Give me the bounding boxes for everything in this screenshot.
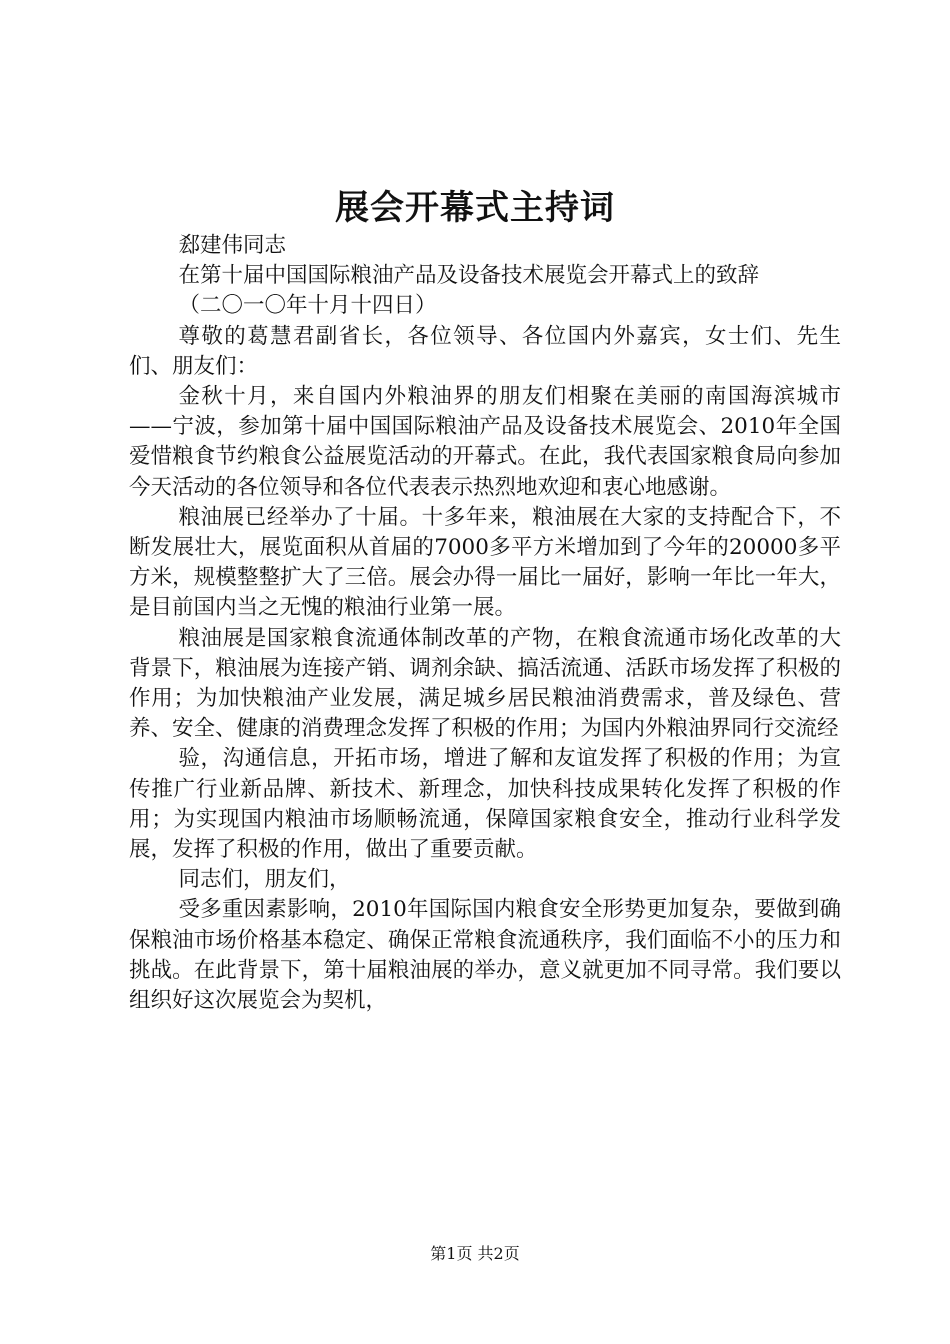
paragraph-body: 粮油展已经举办了十届。十多年来，粮油展在大家的支持配合下，不断发展壮大，展览面积从首届的7000多平方米增加到了今年的20000多平方米，规模整整扩大了三倍。展会办得一届比一届好，影响一年比一年大，是目前国内当之无愧的粮油行业第一展。 bbox=[129, 504, 841, 621]
paragraph-speech-title: 在第十届中国国际粮油产品及设备技术展览会开幕式上的致辞 bbox=[178, 263, 759, 289]
paragraph-speaker: 郄建伟同志 bbox=[178, 233, 286, 258]
paragraph-body: 粮油展是国家粮食流通体制改革的产物，在粮食流通市场化改革的大背景下，粮油展为连接产销、调剂余缺、搞活流通、活跃市场发挥了积极的作用；为加快粮油产业发展，满足城乡居民粮油消费需求，普及绿色、营养、安全、健康的消费理念发挥了积极的作用；为国内外粮油界同行交流经 bbox=[129, 625, 841, 742]
paragraph-body: 金秋十月，来自国内外粮油界的朋友们相聚在美丽的南国海滨城市——宁波，参加第十届中国国际粮油产品及设备技术展览会、2010年全国爱惜粮食节约粮食公益展览活动的开幕式。在此，我代表国家粮食局向参加今天活动的各位领导和各位代表表示热烈地欢迎和衷心地感谢。 bbox=[129, 384, 841, 500]
paragraph-body: 验，沟通信息，开拓市场，增进了解和友谊发挥了积极的作用；为宣传推广行业新品牌、新技术、新理念，加快科技成果转化发挥了积极的作用；为实现国内粮油市场顺畅流通，保障国家粮食安全，推动行业科学发展，发挥了积极的作用，做出了重要贡献。 bbox=[129, 746, 841, 863]
paragraph-salutation: 尊敬的葛慧君副省长，各位领导、各位国内外嘉宾，女士们、先生们、朋友们： bbox=[129, 323, 841, 379]
paragraph-body: 受多重因素影响，2010年国际国内粮食安全形势更加复杂，要做到确保粮油市场价格基本稳定、确保正常粮食流通秩序，我们面临不小的压力和挑战。在此背景下，第十届粮油展的举办，意义就更加不同寻常。我们要以组织好这次展览会为契机， bbox=[129, 897, 841, 1014]
page-number: 第1页 共2页 bbox=[430, 1244, 520, 1263]
paragraph-address: 同志们，朋友们， bbox=[178, 867, 351, 893]
document-title: 展会开幕式主持词 bbox=[335, 188, 615, 228]
paragraph-date: （二〇一〇年十月十四日） bbox=[178, 293, 437, 319]
document-body bbox=[129, 231, 841, 1016]
